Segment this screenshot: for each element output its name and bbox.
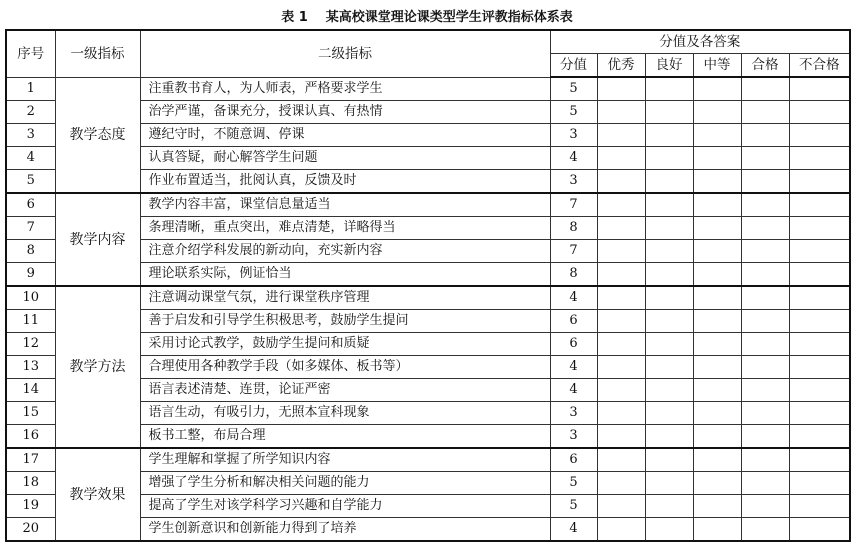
score-value: 3: [550, 425, 597, 449]
answer-cell-good[interactable]: [645, 425, 693, 449]
answer-cell-excellent[interactable]: [597, 101, 645, 124]
answer-cell-fail[interactable]: [789, 147, 850, 170]
answer-cell-fail[interactable]: [789, 310, 850, 333]
answer-cell-medium[interactable]: [693, 402, 741, 425]
row-number: 5: [6, 170, 55, 194]
answer-cell-pass[interactable]: [741, 333, 789, 356]
row-number: 11: [6, 310, 55, 333]
level2-indicator: 语言生动，有吸引力，无照本宣科现象: [140, 402, 550, 425]
header-seq: 序号: [6, 30, 55, 77]
answer-cell-fail[interactable]: [789, 518, 850, 542]
answer-cell-medium[interactable]: [693, 495, 741, 518]
answer-cell-pass[interactable]: [741, 495, 789, 518]
row-number: 15: [6, 402, 55, 425]
header-medium: 中等: [693, 54, 741, 78]
answer-cell-good[interactable]: [645, 379, 693, 402]
answer-cell-excellent[interactable]: [597, 240, 645, 263]
answer-cell-pass[interactable]: [741, 217, 789, 240]
answer-cell-pass[interactable]: [741, 286, 789, 310]
score-value: 7: [550, 193, 597, 217]
answer-cell-pass[interactable]: [741, 379, 789, 402]
answer-cell-fail[interactable]: [789, 472, 850, 495]
row-number: 20: [6, 518, 55, 542]
answer-cell-excellent[interactable]: [597, 472, 645, 495]
table-body: [6, 77, 850, 541]
answer-cell-pass[interactable]: [741, 472, 789, 495]
answer-cell-pass[interactable]: [741, 425, 789, 449]
answer-cell-medium[interactable]: [693, 356, 741, 379]
row-number: 1: [6, 77, 55, 101]
answer-cell-pass[interactable]: [741, 310, 789, 333]
answer-cell-fail[interactable]: [789, 77, 850, 101]
answer-cell-excellent[interactable]: [597, 518, 645, 542]
answer-cell-fail[interactable]: [789, 124, 850, 147]
evaluation-table: [5, 29, 851, 542]
answer-cell-good[interactable]: [645, 77, 693, 101]
answer-cell-fail[interactable]: [789, 333, 850, 356]
level2-indicator: 增强了学生分析和解决相关问题的能力: [140, 472, 550, 495]
level2-indicator: 认真答疑，耐心解答学生问题: [140, 147, 550, 170]
answer-cell-good[interactable]: [645, 518, 693, 542]
answer-cell-pass[interactable]: [741, 240, 789, 263]
answer-cell-pass[interactable]: [741, 263, 789, 287]
answer-cell-excellent[interactable]: [597, 193, 645, 217]
table-title: 某高校课堂理论课类型学生评教指标体系表: [325, 10, 573, 25]
row-number: 6: [6, 193, 55, 217]
level2-indicator: 遵纪守时，不随意调、停课: [140, 124, 550, 147]
level1-indicator: 教学方法: [55, 286, 140, 448]
score-value: 4: [550, 356, 597, 379]
score-value: 4: [550, 379, 597, 402]
answer-cell-pass[interactable]: [741, 518, 789, 542]
answer-cell-pass[interactable]: [741, 402, 789, 425]
answer-cell-good[interactable]: [645, 286, 693, 310]
level2-indicator: 注意调动课堂气氛，进行课堂秩序管理: [140, 286, 550, 310]
row-number: 17: [6, 448, 55, 472]
answer-cell-good[interactable]: [645, 448, 693, 472]
row-number: 13: [6, 356, 55, 379]
answer-cell-medium[interactable]: [693, 124, 741, 147]
answer-cell-pass[interactable]: [741, 193, 789, 217]
answer-cell-fail[interactable]: [789, 425, 850, 449]
answer-cell-good[interactable]: [645, 240, 693, 263]
answer-cell-good[interactable]: [645, 472, 693, 495]
table-row: [6, 286, 850, 310]
score-value: 3: [550, 402, 597, 425]
level1-indicator: 教学内容: [55, 193, 140, 286]
header-level2: 二级指标: [140, 30, 550, 77]
answer-cell-excellent[interactable]: [597, 448, 645, 472]
answer-cell-medium[interactable]: [693, 193, 741, 217]
level2-indicator: 注意介绍学科发展的新动向，充实新内容: [140, 240, 550, 263]
table-number: 表 1: [281, 10, 308, 25]
answer-cell-excellent[interactable]: [597, 217, 645, 240]
answer-cell-medium[interactable]: [693, 379, 741, 402]
answer-cell-fail[interactable]: [789, 402, 850, 425]
answer-cell-good[interactable]: [645, 217, 693, 240]
answer-cell-fail[interactable]: [789, 101, 850, 124]
level2-indicator: 治学严谨，备课充分，授课认真、有热情: [140, 101, 550, 124]
table-row: [6, 448, 850, 472]
answer-cell-good[interactable]: [645, 170, 693, 194]
answer-cell-medium[interactable]: [693, 217, 741, 240]
answer-cell-medium[interactable]: [693, 170, 741, 194]
answer-cell-pass[interactable]: [741, 101, 789, 124]
level2-indicator: 条理清晰，重点突出，难点清楚，详略得当: [140, 217, 550, 240]
header-level1: 一级指标: [55, 30, 140, 77]
answer-cell-fail[interactable]: [789, 286, 850, 310]
level1-indicator: 教学态度: [55, 77, 140, 193]
answer-cell-good[interactable]: [645, 495, 693, 518]
answer-cell-excellent[interactable]: [597, 333, 645, 356]
row-number: 2: [6, 101, 55, 124]
score-value: 4: [550, 286, 597, 310]
level2-indicator: 合理使用各种教学手段（如多媒体、板书等）: [140, 356, 550, 379]
level2-indicator: 学生理解和掌握了所学知识内容: [140, 448, 550, 472]
row-number: 4: [6, 147, 55, 170]
table-caption: [0, 6, 854, 25]
answer-cell-good[interactable]: [645, 101, 693, 124]
header-pass: 合格: [741, 54, 789, 78]
answer-cell-excellent[interactable]: [597, 402, 645, 425]
answer-cell-medium[interactable]: [693, 147, 741, 170]
answer-cell-excellent[interactable]: [597, 124, 645, 147]
score-value: 8: [550, 217, 597, 240]
answer-cell-medium[interactable]: [693, 518, 741, 542]
table-row: [6, 193, 850, 217]
row-number: 14: [6, 379, 55, 402]
row-number: 7: [6, 217, 55, 240]
answer-cell-medium[interactable]: [693, 77, 741, 101]
level2-indicator: 理论联系实际，例证恰当: [140, 263, 550, 287]
answer-cell-excellent[interactable]: [597, 356, 645, 379]
answer-cell-excellent[interactable]: [597, 425, 645, 449]
answer-cell-fail[interactable]: [789, 448, 850, 472]
header-score: 分值: [550, 54, 597, 78]
score-value: 6: [550, 333, 597, 356]
answer-cell-fail[interactable]: [789, 263, 850, 287]
answer-cell-good[interactable]: [645, 333, 693, 356]
score-value: 5: [550, 101, 597, 124]
level2-indicator: 作业布置适当，批阅认真，反馈及时: [140, 170, 550, 194]
answer-cell-good[interactable]: [645, 263, 693, 287]
score-value: 4: [550, 518, 597, 542]
answer-cell-excellent[interactable]: [597, 170, 645, 194]
answer-cell-medium[interactable]: [693, 101, 741, 124]
answer-cell-good[interactable]: [645, 310, 693, 333]
answer-cell-medium[interactable]: [693, 286, 741, 310]
score-value: 5: [550, 77, 597, 101]
answer-cell-excellent[interactable]: [597, 379, 645, 402]
answer-cell-medium[interactable]: [693, 472, 741, 495]
answer-cell-fail[interactable]: [789, 379, 850, 402]
answer-cell-pass[interactable]: [741, 448, 789, 472]
answer-cell-fail[interactable]: [789, 217, 850, 240]
score-value: 7: [550, 240, 597, 263]
header-excellent: 优秀: [597, 54, 645, 78]
answer-cell-medium[interactable]: [693, 310, 741, 333]
answer-cell-pass[interactable]: [741, 124, 789, 147]
level2-indicator: 善于启发和引导学生积极思考，鼓励学生提问: [140, 310, 550, 333]
answer-cell-good[interactable]: [645, 356, 693, 379]
answer-cell-pass[interactable]: [741, 356, 789, 379]
level1-indicator: 教学效果: [55, 448, 140, 541]
answer-cell-good[interactable]: [645, 147, 693, 170]
answer-cell-fail[interactable]: [789, 170, 850, 194]
row-number: 16: [6, 425, 55, 449]
answer-cell-medium[interactable]: [693, 448, 741, 472]
level2-indicator: 采用讨论式教学，鼓励学生提问和质疑: [140, 333, 550, 356]
answer-cell-fail[interactable]: [789, 356, 850, 379]
answer-cell-fail[interactable]: [789, 240, 850, 263]
answer-cell-excellent[interactable]: [597, 286, 645, 310]
answer-cell-good[interactable]: [645, 402, 693, 425]
level2-indicator: 教学内容丰富，课堂信息量适当: [140, 193, 550, 217]
answer-cell-good[interactable]: [645, 124, 693, 147]
answer-cell-fail[interactable]: [789, 193, 850, 217]
row-number: 3: [6, 124, 55, 147]
answer-cell-excellent[interactable]: [597, 147, 645, 170]
level2-indicator: 提高了学生对该学科学习兴趣和自学能力: [140, 495, 550, 518]
header-fail: 不合格: [789, 54, 850, 78]
header-good: 良好: [645, 54, 693, 78]
level2-indicator: 注重教书育人，为人师表，严格要求学生: [140, 77, 550, 101]
answer-cell-pass[interactable]: [741, 77, 789, 101]
answer-cell-fail[interactable]: [789, 495, 850, 518]
answer-cell-medium[interactable]: [693, 333, 741, 356]
answer-cell-pass[interactable]: [741, 147, 789, 170]
answer-cell-excellent[interactable]: [597, 77, 645, 101]
score-value: 3: [550, 124, 597, 147]
answer-cell-good[interactable]: [645, 193, 693, 217]
answer-cell-excellent[interactable]: [597, 263, 645, 287]
score-value: 3: [550, 170, 597, 194]
answer-cell-medium[interactable]: [693, 263, 741, 287]
answer-cell-medium[interactable]: [693, 425, 741, 449]
level2-indicator: 学生创新意识和创新能力得到了培养: [140, 518, 550, 542]
row-number: 8: [6, 240, 55, 263]
answer-cell-excellent[interactable]: [597, 310, 645, 333]
row-number: 9: [6, 263, 55, 287]
level2-indicator: 板书工整，布局合理: [140, 425, 550, 449]
score-value: 5: [550, 472, 597, 495]
row-number: 19: [6, 495, 55, 518]
table-row: [6, 77, 850, 101]
answer-cell-excellent[interactable]: [597, 495, 645, 518]
answer-cell-pass[interactable]: [741, 170, 789, 194]
score-value: 4: [550, 147, 597, 170]
score-value: 6: [550, 310, 597, 333]
score-value: 5: [550, 495, 597, 518]
level2-indicator: 语言表述清楚、连贯，论证严密: [140, 379, 550, 402]
row-number: 10: [6, 286, 55, 310]
answer-cell-medium[interactable]: [693, 240, 741, 263]
header-scores: 分值及各答案: [550, 30, 850, 54]
score-value: 8: [550, 263, 597, 287]
row-number: 12: [6, 333, 55, 356]
score-value: 6: [550, 448, 597, 472]
row-number: 18: [6, 472, 55, 495]
